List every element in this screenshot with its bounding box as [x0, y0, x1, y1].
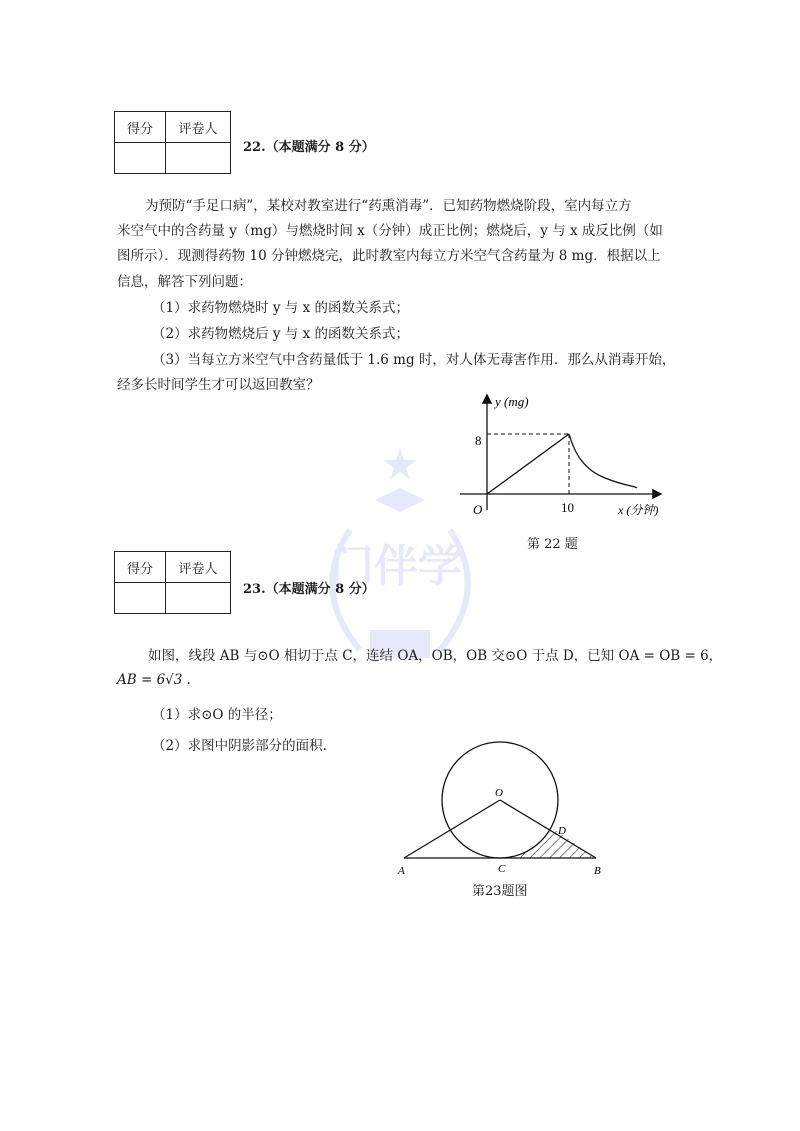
q22-origin: O [473, 502, 483, 517]
q23-segment-oa [404, 800, 500, 858]
q23-para-line2: AB = 6√3 . [117, 672, 191, 688]
q22-para-line4: 信息，解答下列问题： [117, 274, 252, 290]
score-cell[interactable] [115, 143, 166, 174]
grader-cell[interactable] [166, 583, 231, 614]
q22-heading: 22.（本题满分 8 分） [243, 140, 375, 155]
q23-label-b: B [594, 865, 601, 877]
q22-sub2: （2）求药物燃烧后 y 与 x 的函数关系式； [152, 326, 409, 342]
q23-sub1: （1）求⊙O 的半径； [152, 707, 282, 723]
q22-y-tick: 8 [475, 433, 482, 448]
score-box-23 [114, 551, 231, 614]
q23-sub2: （2）求图中阴影部分的面积. [152, 738, 327, 754]
score-label: 得分 [115, 552, 166, 583]
q22-x-label: x (分钟) [618, 503, 659, 517]
grader-label: 评卷人 [166, 552, 231, 583]
q23-label-c: C [498, 863, 506, 875]
grader-cell[interactable] [166, 143, 231, 174]
q22-para-line1: 为预防“手足口病”，某校对教室进行“药熏消毒”．已知药物燃烧阶段，室内每立方 [145, 198, 632, 214]
q22-sub3-line2: 经多长时间学生才可以返回教室？ [117, 377, 320, 393]
q22-sub1: （1）求药物燃烧时 y 与 x 的函数关系式； [152, 300, 409, 316]
q22-para-line2: 米空气中的含药量 y（mg）与燃烧时间 x（分钟）成正比例；燃烧后，y 与 x 成反比例（如 [117, 223, 663, 239]
q22-sub3-line1: （3）当每立方米空气中含药量低于 1.6 mg 时，对人体无毒害作用．那么从消毒开始， [152, 352, 676, 368]
q22-caption: 第 22 题 [527, 537, 578, 552]
grader-label: 评卷人 [166, 112, 231, 143]
q22-linear-segment [487, 434, 569, 494]
score-label: 得分 [115, 112, 166, 143]
q22-para-line3: 图所示）．现测得药物 10 分钟燃烧完，此时教室内每立方米空气含药量为 8 mg．根据以上 [117, 248, 661, 264]
score-box-22 [114, 111, 231, 174]
q22-inverse-curve [569, 434, 637, 488]
q22-graph [455, 390, 675, 530]
q22-y-label: y (mg) [495, 394, 529, 409]
q23-label-o: O [495, 787, 503, 799]
q22-x-tick: 10 [561, 500, 574, 515]
q23-caption: 第23题图 [472, 884, 528, 899]
q23-label-a: A [398, 865, 405, 877]
q23-heading: 23.（本题满分 8 分） [243, 582, 375, 597]
q23-figure [390, 740, 620, 890]
score-cell[interactable] [115, 583, 166, 614]
watermark-text: 门伴学 [330, 541, 462, 592]
q23-para-line1: 如图，线段 AB 与⊙O 相切于点 C，连结 OA，OB，OB 交⊙O 于点 D，已知 OA = OB = 6， [148, 648, 723, 664]
q23-label-d: D [558, 825, 566, 837]
